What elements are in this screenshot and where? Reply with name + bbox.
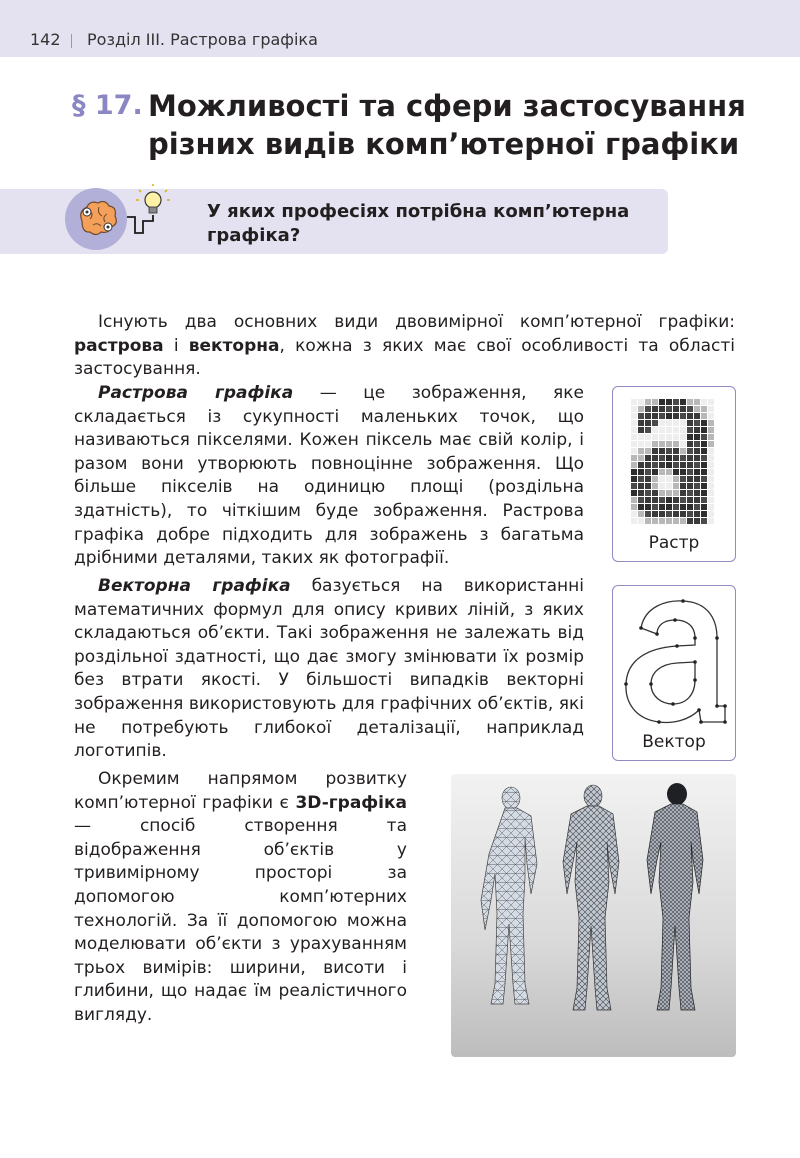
pixel (631, 518, 637, 524)
title-line-1: Можливості та сфери застосування (148, 89, 746, 123)
pixel (694, 490, 700, 496)
pixel (708, 434, 714, 440)
pixel (645, 497, 651, 503)
pixel (701, 469, 707, 475)
pixel (652, 455, 658, 461)
pixel (631, 399, 637, 405)
paragraph-3d (74, 768, 407, 1028)
vector-figure (612, 585, 736, 761)
pixel (631, 448, 637, 454)
pixel (680, 504, 686, 510)
pixel (673, 455, 679, 461)
pixel (694, 462, 700, 468)
pixel (680, 511, 686, 517)
pixel (708, 399, 714, 405)
pixel (666, 504, 672, 510)
pixel (701, 427, 707, 433)
pixel (652, 504, 658, 510)
pixel (687, 427, 693, 433)
pixel (652, 497, 658, 503)
pixel (680, 413, 686, 419)
pixel (666, 518, 672, 524)
pixel (694, 518, 700, 524)
pixel (666, 455, 672, 461)
question-text: У яких професіях потрібна комп’ютерна графіка? (207, 201, 630, 246)
pixel (631, 476, 637, 482)
pixel (680, 441, 686, 447)
pixel (687, 448, 693, 454)
pixel (638, 406, 644, 412)
pixel (666, 462, 672, 468)
pixel (666, 469, 672, 475)
pixel (687, 420, 693, 426)
pixel (645, 483, 651, 489)
pixel (708, 511, 714, 517)
pixel (673, 469, 679, 475)
pixel (680, 434, 686, 440)
pixel (680, 420, 686, 426)
pixel (680, 490, 686, 496)
pixel (645, 490, 651, 496)
term-vector-graphics: Векторна графіка (98, 576, 291, 596)
pixel (694, 483, 700, 489)
pixel (687, 462, 693, 468)
pixel (673, 504, 679, 510)
pixel (645, 476, 651, 482)
pixel (694, 427, 700, 433)
pixel (694, 497, 700, 503)
pixel (631, 504, 637, 510)
pixel (631, 497, 637, 503)
pixel (673, 483, 679, 489)
pixel (708, 490, 714, 496)
pixel (638, 497, 644, 503)
pixel (659, 476, 665, 482)
pixel (701, 448, 707, 454)
pixel (666, 476, 672, 482)
pixel-letter-a-image (631, 399, 717, 527)
vector-letter-a-image (621, 592, 727, 726)
pixel (701, 511, 707, 517)
pixel (673, 413, 679, 419)
pixel (687, 504, 693, 510)
pixel (638, 427, 644, 433)
term-3d-graphics: 3D-графіка (295, 792, 407, 813)
pixel (701, 518, 707, 524)
pixel (659, 490, 665, 496)
pixel (645, 427, 651, 433)
pixel (701, 497, 707, 503)
pixel (694, 511, 700, 517)
pixel (687, 511, 693, 517)
pixel (645, 441, 651, 447)
pixel (687, 497, 693, 503)
pixel (645, 448, 651, 454)
pixel (659, 406, 665, 412)
pixel (645, 406, 651, 412)
pixel (687, 455, 693, 461)
pixel (694, 406, 700, 412)
pixel (701, 490, 707, 496)
pixel (666, 413, 672, 419)
pixel (645, 504, 651, 510)
pixel (708, 483, 714, 489)
pixel (666, 490, 672, 496)
pixel (673, 420, 679, 426)
pixel (645, 462, 651, 468)
pixel (666, 448, 672, 454)
pixel (680, 483, 686, 489)
pixel (645, 511, 651, 517)
term-vector: векторна (188, 335, 280, 356)
pixel (631, 469, 637, 475)
intro-text-2: і (163, 335, 189, 356)
pixel (666, 434, 672, 440)
3d-text-1: Окремим напрямом розвитку комп’ютерної графіки є (74, 769, 407, 813)
pixel (694, 441, 700, 447)
pixel (659, 497, 665, 503)
title-line-2: різних видів комп’ютерної графіки (148, 127, 740, 161)
pixel (708, 427, 714, 433)
pixel (694, 420, 700, 426)
pixel (645, 469, 651, 475)
pixel (638, 511, 644, 517)
pixel (645, 434, 651, 440)
pixel (673, 434, 679, 440)
pixel (673, 448, 679, 454)
pixel (645, 413, 651, 419)
pixel (694, 413, 700, 419)
pixel (673, 476, 679, 482)
pixel (645, 518, 651, 524)
pixel (673, 427, 679, 433)
pixel (652, 462, 658, 468)
pixel (638, 504, 644, 510)
pixel (638, 462, 644, 468)
pixel (701, 476, 707, 482)
pixel (673, 490, 679, 496)
pixel (701, 455, 707, 461)
pixel (687, 469, 693, 475)
pixel (701, 434, 707, 440)
pixel (631, 413, 637, 419)
pixel (708, 406, 714, 412)
pixel (694, 455, 700, 461)
pixel (638, 469, 644, 475)
pixel (631, 406, 637, 412)
pixel (680, 476, 686, 482)
paragraph-intro (74, 311, 735, 382)
pixel (687, 476, 693, 482)
pixel (694, 504, 700, 510)
pixel (673, 518, 679, 524)
pixel (652, 483, 658, 489)
brain-lightbulb-icon (63, 183, 183, 255)
pixel (673, 441, 679, 447)
pixel (659, 504, 665, 510)
pixel (687, 483, 693, 489)
pixel (680, 455, 686, 461)
pixel (701, 483, 707, 489)
pixel (659, 399, 665, 405)
pixel (631, 490, 637, 496)
pixel (666, 511, 672, 517)
pixel (708, 420, 714, 426)
pixel (701, 504, 707, 510)
pixel (631, 427, 637, 433)
pixel (666, 483, 672, 489)
pixel (659, 455, 665, 461)
pixel (687, 406, 693, 412)
pixel (638, 518, 644, 524)
pixel (701, 406, 707, 412)
page-title (148, 87, 768, 163)
pixel (659, 420, 665, 426)
pixel (652, 441, 658, 447)
pixel (687, 441, 693, 447)
pixel (659, 518, 665, 524)
pixel (652, 511, 658, 517)
pixel (652, 469, 658, 475)
pixel (631, 483, 637, 489)
pixel (638, 455, 644, 461)
pixel (638, 399, 644, 405)
pixel (638, 476, 644, 482)
header-divider (71, 34, 72, 48)
pixel (694, 469, 700, 475)
pixel (666, 497, 672, 503)
pixel (701, 462, 707, 468)
pixel (687, 490, 693, 496)
pixel (687, 399, 693, 405)
pixel (708, 469, 714, 475)
pixel (652, 399, 658, 405)
pixel (652, 420, 658, 426)
pixel (645, 455, 651, 461)
pixel (673, 406, 679, 412)
pixel (708, 504, 714, 510)
pixel (659, 427, 665, 433)
pixel (666, 427, 672, 433)
pixel (638, 490, 644, 496)
pixel (701, 420, 707, 426)
pixel (666, 399, 672, 405)
pixel (673, 497, 679, 503)
pixel (708, 448, 714, 454)
raster-definition: — це зображення, яке складається із сукупності маленьких точок, що називаються пікселями. Кожен піксель має свій колір, і разом вони утворюють повноцінне зображення. Що більше пікселів на одиницю площі (роздільна здатність), то чіткішим буде зображення. Растрова графіка добре підходить для зображень з багатьма дрібними деталями, таких як фотографії. (74, 383, 584, 569)
pixel (631, 441, 637, 447)
pixel (694, 434, 700, 440)
pixel (673, 511, 679, 517)
pixel (631, 434, 637, 440)
pixel (631, 511, 637, 517)
pixel (680, 399, 686, 405)
pixel (659, 511, 665, 517)
pixel (694, 476, 700, 482)
pixel (631, 455, 637, 461)
pixel (652, 406, 658, 412)
pixel (645, 399, 651, 405)
pixel (694, 399, 700, 405)
pixel (708, 476, 714, 482)
section-number: § 17. (72, 90, 143, 121)
intro-text-3: , кожна з яких має свої особливості та області застосування. (74, 335, 735, 380)
pixel (694, 448, 700, 454)
pixel (652, 427, 658, 433)
pixel (666, 406, 672, 412)
pixel (680, 462, 686, 468)
pixel (645, 420, 651, 426)
pixel (652, 490, 658, 496)
section-name: Розділ ІІІ. Растрова графіка (87, 30, 318, 49)
3d-text-2: — спосіб створення та відображення об’єктів у тривимірному просторі за допомогою комп’ютерних технологій. За її допомогою можна моделювати об’єкти з урахуванням трьох вимірів: ширини, висоти і глибини, що надає їм реалістичного вигляду. (74, 816, 407, 1025)
pixel (680, 518, 686, 524)
pixel (673, 462, 679, 468)
pixel (638, 413, 644, 419)
pixel (638, 441, 644, 447)
raster-figure (612, 386, 736, 562)
pixel (680, 497, 686, 503)
pixel (687, 434, 693, 440)
vector-definition: базується на використанні математичних формул для опису кривих ліній, з яких складаються об’єкти. Такі зображення не залежать від роздільної здатності, що дає змогу змінювати їх розмір без втрати якості. У більшості випадків векторні зображення використовують для графічних об’єктів, які не потребують глибокої деталізації, наприклад логотипів. (74, 576, 584, 762)
pixel (687, 518, 693, 524)
term-raster-graphics: Растрова графіка (98, 383, 294, 403)
pixel (687, 413, 693, 419)
pixel (652, 413, 658, 419)
vector-caption: Вектор (642, 732, 706, 752)
pixel (673, 399, 679, 405)
3d-wireframe-figures-image (451, 774, 736, 1057)
pixel (631, 462, 637, 468)
pixel (659, 462, 665, 468)
pixel (680, 427, 686, 433)
paragraph-vector (74, 575, 584, 764)
pixel (638, 483, 644, 489)
pixel (701, 413, 707, 419)
raster-caption: Растр (648, 533, 700, 553)
page-number: 142 (30, 30, 61, 49)
pixel (708, 455, 714, 461)
pixel (708, 413, 714, 419)
pixel (701, 441, 707, 447)
pixel (708, 518, 714, 524)
pixel (708, 462, 714, 468)
pixel (638, 420, 644, 426)
paragraph-raster (74, 382, 584, 571)
pixel (659, 448, 665, 454)
pixel (666, 441, 672, 447)
pixel (659, 413, 665, 419)
pixel (652, 476, 658, 482)
pixel (708, 497, 714, 503)
pixel (680, 469, 686, 475)
pixel (680, 406, 686, 412)
term-raster: растрова (74, 335, 164, 356)
pixel (652, 448, 658, 454)
pixel (638, 448, 644, 454)
pixel (659, 483, 665, 489)
pixel (652, 434, 658, 440)
intro-text-1: Існують два основних види двовимірної комп’ютерної графіки: (98, 312, 735, 332)
pixel (652, 518, 658, 524)
pixel (638, 434, 644, 440)
pixel (666, 420, 672, 426)
pixel (701, 399, 707, 405)
pixel (631, 420, 637, 426)
pixel (659, 469, 665, 475)
pixel (708, 441, 714, 447)
pixel (680, 448, 686, 454)
pixel (659, 441, 665, 447)
pixel (659, 434, 665, 440)
